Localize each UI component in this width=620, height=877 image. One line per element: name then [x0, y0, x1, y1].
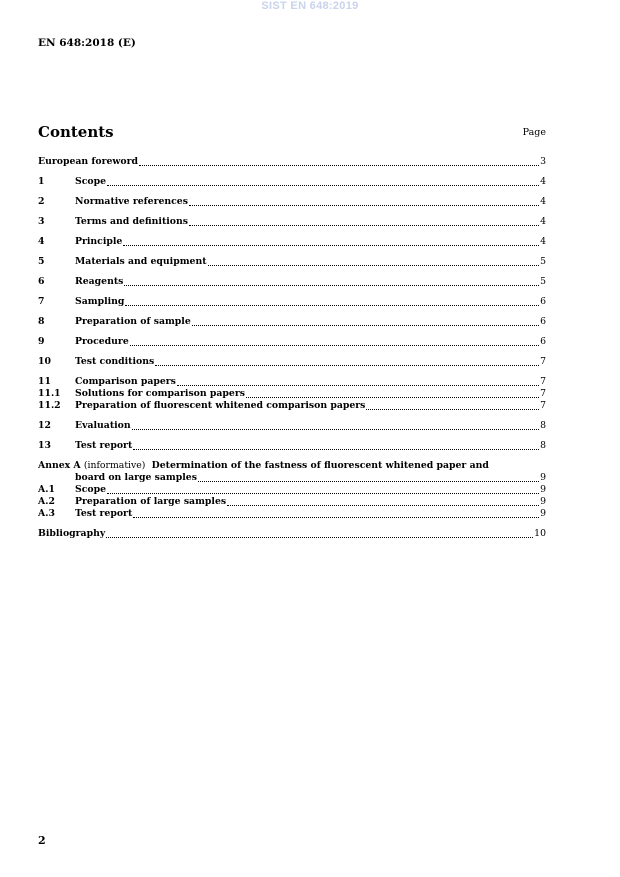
toc-entry-bibliography[interactable]	[38, 528, 546, 540]
toc-entry-5[interactable]	[38, 256, 546, 268]
toc-entry-page: 10	[534, 528, 546, 539]
toc-entry-page: 7	[540, 356, 546, 367]
toc-entry-page: 6	[540, 336, 546, 347]
toc-entry-page: 7	[540, 376, 546, 387]
toc-entry-page: 9	[540, 484, 546, 495]
toc-entry-number: A.3	[38, 508, 55, 519]
dot-leader	[155, 356, 539, 366]
dot-leader	[189, 196, 539, 206]
contents-title: Contents	[38, 123, 114, 141]
toc-entry-number: 8	[38, 316, 45, 327]
toc-entry-number: 4	[38, 236, 45, 247]
toc-entry-title: Principle	[75, 236, 123, 247]
toc-entry-page: 8	[540, 440, 546, 451]
toc-entry-foreword[interactable]	[38, 156, 546, 168]
dot-leader	[192, 316, 539, 326]
toc-entry-number: 2	[38, 196, 45, 207]
toc-entry-title: Reagents	[75, 276, 124, 287]
toc-entry-page: 4	[540, 216, 546, 227]
toc-entry-title: Materials and equipment	[75, 256, 207, 267]
toc-entry-title: Sampling	[75, 296, 125, 307]
toc-entry-page: 4	[540, 196, 546, 207]
toc-entry-number: 7	[38, 296, 45, 307]
dot-leader	[107, 484, 539, 494]
toc-entry-8[interactable]	[38, 316, 546, 328]
dot-leader	[189, 216, 539, 226]
toc-entry-title: Normative references	[75, 196, 188, 207]
toc-entry-page: 5	[540, 276, 546, 287]
toc-entry-title: Test conditions	[75, 356, 155, 367]
toc-entry-2[interactable]	[38, 196, 546, 208]
table-of-contents	[38, 156, 546, 540]
toc-entry-title: Scope	[75, 484, 106, 495]
toc-annex-a-heading[interactable]	[38, 460, 546, 472]
toc-entry-title: Procedure	[75, 336, 129, 347]
toc-annex-a-continuation[interactable]	[38, 472, 546, 484]
toc-entry-11[interactable]	[38, 376, 546, 388]
toc-entry-title: Test report	[75, 440, 133, 451]
toc-entry-number: 3	[38, 216, 45, 227]
toc-entry-number: 9	[38, 336, 45, 347]
dot-leader	[123, 236, 539, 246]
toc-entry-page: 9	[540, 496, 546, 507]
toc-entry-page: 3	[540, 156, 546, 167]
toc-entry-title: Evaluation	[75, 420, 131, 431]
dot-leader	[227, 496, 539, 506]
toc-entry-title: Solutions for comparison papers	[75, 388, 245, 399]
toc-entry-4[interactable]	[38, 236, 546, 248]
toc-entry-13[interactable]	[38, 440, 546, 452]
toc-entry-page: 7	[540, 388, 546, 399]
dot-leader	[132, 420, 539, 430]
toc-entry-number: 10	[38, 356, 51, 367]
toc-entry-title: Terms and definitions	[75, 216, 188, 227]
dot-leader	[124, 276, 539, 286]
toc-entry-title: European foreword	[38, 156, 138, 167]
toc-entry-page: 4	[540, 176, 546, 187]
annex-title-line1: Determination of the fastness of fluorescent whitened paper and	[151, 460, 489, 471]
document-id: EN 648:2018 (E)	[38, 37, 136, 49]
toc-entry-title: Scope	[75, 176, 106, 187]
toc-entry-page: 4	[540, 236, 546, 247]
toc-entry-7[interactable]	[38, 296, 546, 308]
toc-entry-title: Test report	[75, 508, 133, 519]
dot-leader	[198, 472, 539, 482]
toc-entry-3[interactable]	[38, 216, 546, 228]
toc-entry-page: 8	[540, 420, 546, 431]
toc-entry-10[interactable]	[38, 356, 546, 368]
toc-entry-page: 6	[540, 316, 546, 327]
watermark: SIST EN 648:2019	[261, 0, 359, 12]
toc-entry-number: 11.2	[38, 400, 61, 411]
toc-entry-a-2[interactable]	[38, 496, 546, 508]
toc-entry-number: 12	[38, 420, 51, 431]
toc-entry-number: 1	[38, 176, 45, 187]
annex-label: Annex A	[38, 460, 81, 471]
toc-entry-number: 5	[38, 256, 45, 267]
toc-entry-number: A.1	[38, 484, 55, 495]
dot-leader	[106, 528, 533, 538]
annex-title-line2: board on large samples	[75, 472, 197, 483]
toc-entry-9[interactable]	[38, 336, 546, 348]
dot-leader	[130, 336, 539, 346]
toc-entry-number: 11.1	[38, 388, 61, 399]
toc-entry-page: 6	[540, 296, 546, 307]
toc-entry-title: Preparation of fluorescent whitened comparison papers	[75, 400, 366, 411]
toc-entry-page: 7	[540, 400, 546, 411]
annex-type: (informative)	[83, 460, 146, 471]
toc-entry-title: Preparation of large samples	[75, 496, 227, 507]
toc-entry-11-1[interactable]	[38, 388, 546, 400]
dot-leader	[107, 176, 539, 186]
toc-entry-page: 9	[540, 508, 546, 519]
page-column-label: Page	[522, 127, 546, 138]
dot-leader	[125, 296, 539, 306]
dot-leader	[133, 508, 539, 518]
toc-entry-number: 6	[38, 276, 45, 287]
toc-entry-number: 13	[38, 440, 51, 451]
toc-entry-a-1[interactable]	[38, 484, 546, 496]
dot-leader	[177, 376, 539, 386]
toc-entry-number: A.2	[38, 496, 55, 507]
contents-header	[38, 123, 546, 143]
toc-entry-a-3[interactable]	[38, 508, 546, 520]
toc-entry-1[interactable]	[38, 176, 546, 188]
toc-entry-11-2[interactable]	[38, 400, 546, 412]
toc-entry-page: 9	[540, 472, 546, 483]
toc-entry-title: Bibliography	[38, 528, 106, 539]
toc-entry-title: Preparation of sample	[75, 316, 191, 327]
toc-entry-6[interactable]	[38, 276, 546, 288]
dot-leader	[133, 440, 539, 450]
dot-leader	[366, 400, 539, 410]
toc-entry-12[interactable]	[38, 420, 546, 432]
toc-entry-number: 11	[38, 376, 51, 387]
page-number: 2	[38, 834, 46, 847]
dot-leader	[246, 388, 539, 398]
dot-leader	[139, 156, 539, 166]
dot-leader	[208, 256, 539, 266]
toc-entry-title: Comparison papers	[75, 376, 176, 387]
toc-entry-page: 5	[540, 256, 546, 267]
